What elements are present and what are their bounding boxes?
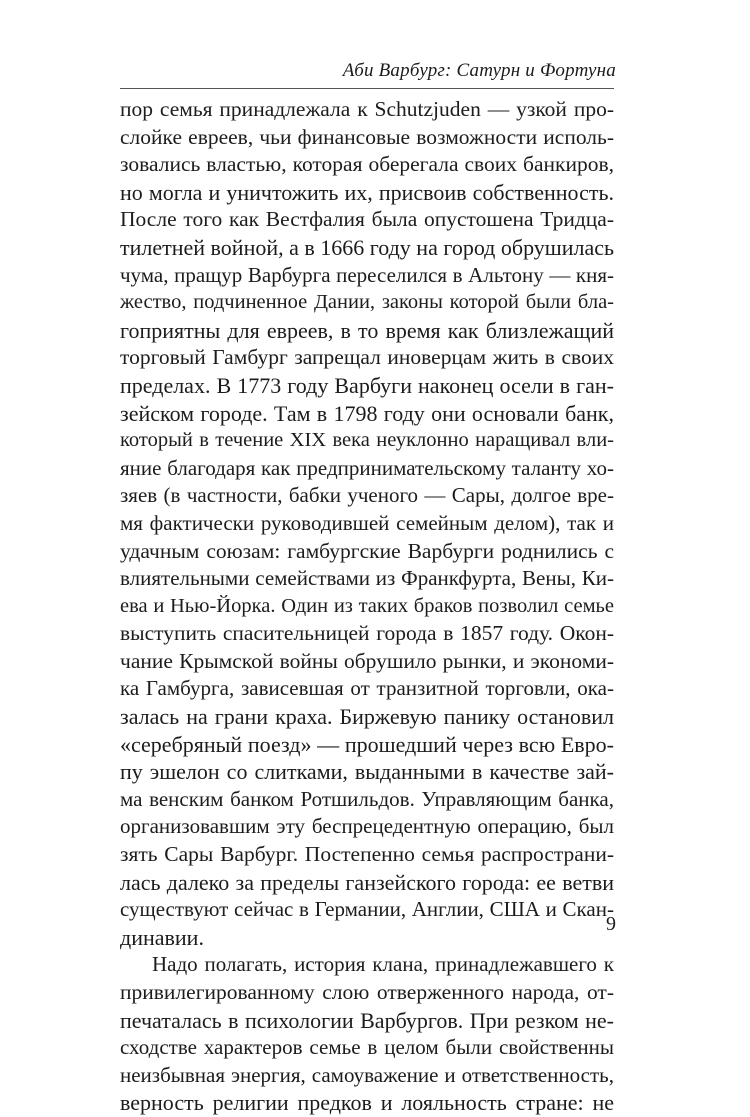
- text-line: залась на грани краха. Биржевую панику остановил: [120, 704, 614, 730]
- text-line: жество, подчиненное Дании, законы которой были бла-: [120, 291, 614, 314]
- text-line: привилегированному слою отверженного народа, от-: [120, 980, 614, 1004]
- text-line: существуют сейчас в Германии, Англии, США и Скан-: [120, 897, 614, 922]
- text-line: но могла и уничтожить их, присвоив собственность.: [120, 179, 614, 205]
- text-line: яние благодаря как предпринимательскому таланту хо-: [120, 455, 614, 480]
- text-line: выступить спасительницей города в 1857 году. Окон-: [120, 621, 614, 646]
- text-line: ма венским банком Ротшильдов. Управляющим банка,: [120, 786, 614, 811]
- text-line: мя фактически руководившей семейным делом), так и: [120, 510, 614, 535]
- paragraph-1: [120, 96, 614, 951]
- text-line: зять Сары Варбург. Постепенно семья распространи-: [120, 842, 614, 867]
- text-line: чума, пращур Варбурга переселился в Альтону — кня-: [120, 262, 614, 287]
- text-line: печаталась в психологии Варбургов. При резком не-: [120, 1007, 614, 1033]
- page-number: 9: [606, 913, 616, 935]
- text-line: удачным союзам: гамбургские Варбурги роднились с: [120, 538, 614, 563]
- text-line: ка Гамбурга, зависевшая от транзитной торговли, ока-: [120, 676, 614, 701]
- text-line: тилетней войной, а в 1666 году на город обрушилась: [120, 234, 615, 260]
- text-line: «серебряный поезд» — прошедший через всю Евро-: [120, 731, 614, 757]
- text-line: неизбывная энергия, самоуважение и ответственность,: [120, 1062, 614, 1087]
- text-line: сходстве характеров семье в целом были свойственны: [120, 1035, 614, 1060]
- header-rule: [120, 88, 614, 89]
- text-line: После того как Вестфалия была опустошена Тридца-: [120, 207, 614, 232]
- text-line: ева и Нью-Йорка. Один из таких браков позволил семье: [120, 594, 614, 617]
- text-line: динавии.: [120, 924, 204, 950]
- text-line: организовавшим эту беспрецедентную операцию, был: [120, 814, 614, 839]
- text-line: чание Крымской войны обрушило рынки, и экономи-: [120, 648, 614, 673]
- text-line: пор семья принадлежала к Schutzjuden — узкой про-: [120, 97, 614, 121]
- running-title: Аби Варбург: Сатурн и Фортуна: [342, 60, 616, 81]
- text-line: зовались властью, которая оберегала своих банкиров,: [120, 152, 614, 177]
- text-line: лась далеко за пределы ганзейского города: ее ветви: [120, 869, 614, 895]
- text-line: пределах. В 1773 году Варбуги наконец осели в ган-: [120, 372, 614, 398]
- text-line: гоприятны для евреев, в то время как близлежащий: [120, 317, 614, 343]
- text-line: торговый Гамбург запрещал иноверцам жить в своих: [120, 345, 614, 370]
- text-line: пу эшелон со слитками, выданными в качестве зай-: [120, 759, 614, 785]
- text-line: влиятельными семействами из Франкфурта, Вены, Ки-: [120, 566, 614, 591]
- text-line: слойке евреев, чьи финансовые возможности исполь-: [120, 124, 614, 149]
- text-line: верность религии предков и лояльность стране: не: [120, 1090, 614, 1116]
- paragraph-2: [120, 951, 614, 1117]
- text-line: зяев (в частности, бабки ученого — Сары, долгое вре-: [120, 483, 614, 508]
- text-line: зейском городе. Там в 1798 году они основали банк,: [120, 400, 614, 426]
- body-text: [120, 96, 614, 1117]
- text-line: Надо полагать, история клана, принадлежавшего к: [152, 952, 614, 977]
- text-line: который в течение XIX века неуклонно наращивал вли-: [120, 429, 614, 452]
